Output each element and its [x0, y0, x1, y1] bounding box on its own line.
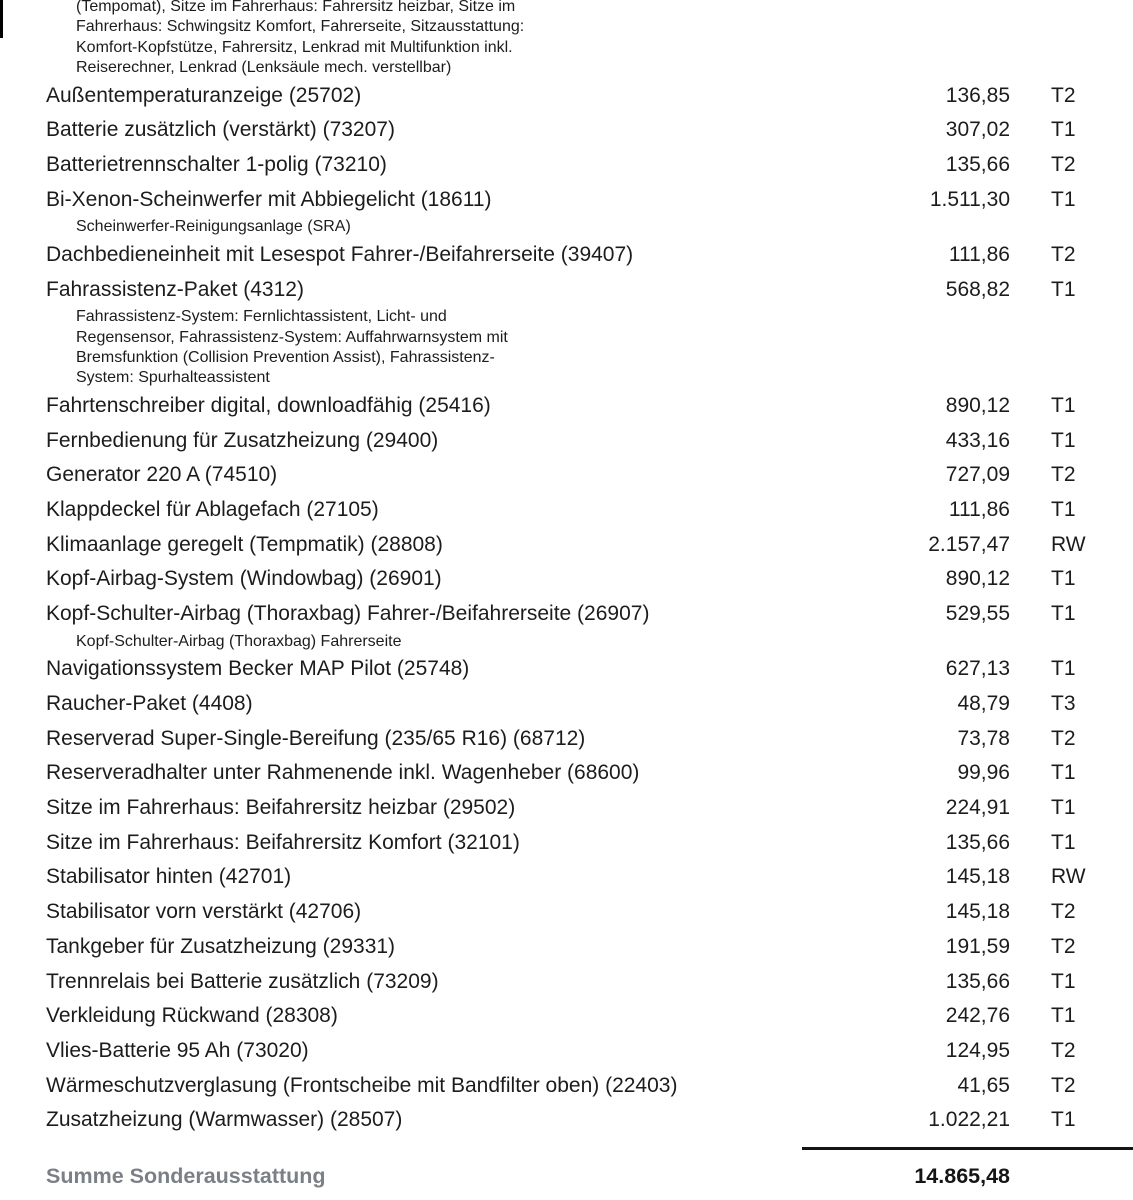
option-row: [0, 999, 1133, 1034]
previous-item-description: [0, 0, 1133, 79]
option-price: 890,12: [945, 393, 1010, 417]
option-code: T2: [1051, 726, 1076, 750]
option-row: [0, 1034, 1133, 1069]
option-name: Bi-Xenon-Scheinwerfer mit Abbiegelicht (18611): [46, 187, 492, 211]
option-row: [0, 183, 1133, 218]
option-code: T2: [1051, 463, 1076, 487]
options-list: [0, 79, 1133, 1138]
option-name: Sitze im Fahrerhaus: Beifahrersitz heizbar (29502): [46, 796, 516, 820]
option-price: 1.511,30: [929, 187, 1010, 211]
option-code: T1: [1051, 830, 1076, 854]
option-price: 41,65: [957, 1073, 1010, 1097]
option-code: T1: [1051, 761, 1076, 785]
option-code: T1: [1051, 657, 1076, 681]
option-code: T1: [1051, 187, 1076, 211]
option-row: [0, 1103, 1133, 1138]
option-detail-line: Scheinwerfer-Reinigungsanlage (SRA): [76, 218, 351, 236]
option-name: Außentemperaturanzeige (25702): [46, 83, 362, 107]
option-price: 224,91: [945, 796, 1010, 820]
option-price: 307,02: [945, 118, 1010, 142]
option-row: [0, 826, 1133, 861]
option-code: T1: [1051, 796, 1076, 820]
option-code: T1: [1051, 969, 1076, 993]
option-row: [0, 1069, 1133, 1104]
option-price: 627,13: [945, 657, 1010, 681]
option-name: Vlies-Batterie 95 Ah (73020): [46, 1038, 309, 1062]
option-code: T1: [1051, 567, 1076, 591]
option-name: Reserverad Super-Single-Bereifung (235/65 R16) (68712): [46, 726, 586, 750]
option-code: T2: [1051, 242, 1076, 266]
option-price: 727,09: [945, 463, 1010, 487]
option-row: [0, 791, 1133, 826]
option-row: [0, 389, 1133, 424]
option-price: 73,78: [957, 726, 1010, 750]
option-code: T2: [1051, 934, 1076, 958]
option-row: [0, 493, 1133, 528]
option-price: 568,82: [945, 277, 1010, 301]
option-row: [0, 458, 1133, 493]
option-code: T2: [1051, 1038, 1076, 1062]
option-row: [0, 895, 1133, 930]
option-name: Sitze im Fahrerhaus: Beifahrersitz Komfort (32101): [46, 830, 520, 854]
summary-code-spacer: [1010, 1160, 1133, 1192]
option-code: T1: [1051, 1004, 1076, 1028]
option-name: Stabilisator hinten (42701): [46, 865, 292, 889]
option-price: 242,76: [945, 1004, 1010, 1028]
option-code: T1: [1051, 1108, 1076, 1132]
option-price: 124,95: [945, 1038, 1010, 1062]
option-code: T1: [1051, 277, 1076, 301]
option-code: T1: [1051, 497, 1076, 521]
option-price: 135,66: [945, 830, 1010, 854]
option-price: 145,18: [945, 865, 1010, 889]
description-line: Fahrerhaus: Schwingsitz Komfort, Fahrerseite, Sitzausstattung:: [76, 18, 525, 36]
option-row: [0, 148, 1133, 183]
option-price: 111,86: [948, 242, 1010, 266]
summary-row: [0, 1160, 1133, 1192]
option-detail-line: Regensensor, Fahrassistenz-System: Auffahrwarnsystem mit: [76, 328, 508, 346]
option-name: Raucher-Paket (4408): [46, 691, 253, 715]
option-code: T2: [1051, 83, 1076, 107]
option-price: 890,12: [945, 567, 1010, 591]
option-code: RW: [1051, 865, 1086, 889]
total-rule: [802, 1147, 1133, 1150]
option-name: Navigationssystem Becker MAP Pilot (25748): [46, 657, 470, 681]
option-row: [0, 860, 1133, 895]
option-code: T1: [1051, 602, 1076, 626]
option-name: Trennrelais bei Batterie zusätzlich (73209): [46, 969, 439, 993]
option-price: 135,66: [945, 153, 1010, 177]
option-name: Kopf-Schulter-Airbag (Thoraxbag) Fahrer-/Beifahrerseite (26907): [46, 602, 650, 626]
option-price: 433,16: [945, 428, 1010, 452]
description-line: Reiserechner, Lenkrad (Lenksäule mech. verstellbar): [76, 59, 452, 77]
option-row: [0, 562, 1133, 597]
option-name: Generator 220 A (74510): [46, 463, 278, 487]
option-name: Dachbedieneinheit mit Lesespot Fahrer-/Beifahrerseite (39407): [46, 242, 634, 266]
option-price: 2.157,47: [928, 532, 1010, 556]
option-price: 1.022,21: [928, 1108, 1010, 1132]
option-code: T2: [1051, 1073, 1076, 1097]
option-row: [0, 687, 1133, 722]
option-name: Kopf-Airbag-System (Windowbag) (26901): [46, 567, 442, 591]
option-name: Wärmeschutzverglasung (Frontscheibe mit Bandfilter oben) (22403): [46, 1073, 678, 1097]
option-code: T2: [1051, 900, 1076, 924]
option-price: 135,66: [945, 969, 1010, 993]
option-detail-line: System: Spurhalteassistent: [76, 369, 270, 387]
option-name: Klappdeckel für Ablagefach (27105): [46, 497, 379, 521]
summary-label: Summe Sonderausstattung: [46, 1164, 326, 1189]
option-detail-line: Kopf-Schulter-Airbag (Thoraxbag) Fahrerseite: [76, 632, 402, 650]
option-name: Batterietrennschalter 1-polig (73210): [46, 153, 387, 177]
option-price: 191,59: [945, 934, 1010, 958]
description-line: (Tempomat), Sitze im Fahrerhaus: Fahrersitz heizbar, Sitze im: [76, 0, 516, 15]
option-price: 99,96: [957, 761, 1010, 785]
option-code: T1: [1051, 118, 1076, 142]
option-name: Zusatzheizung (Warmwasser) (28507): [46, 1108, 403, 1132]
option-code: T1: [1051, 428, 1076, 452]
option-row: [0, 965, 1133, 1000]
option-detail-line: Fahrassistenz-System: Fernlichtassistent, Licht- und: [76, 308, 447, 326]
option-row: [0, 238, 1133, 273]
option-code: T2: [1051, 153, 1076, 177]
option-price: 529,55: [945, 602, 1010, 626]
option-row: [0, 756, 1133, 791]
option-row: [0, 722, 1133, 757]
option-name: Tankgeber für Zusatzheizung (29331): [46, 934, 396, 958]
option-row: [0, 273, 1133, 308]
option-name: Verkleidung Rückwand (28308): [46, 1004, 338, 1028]
option-row: [0, 79, 1133, 114]
option-name: Fernbedienung für Zusatzheizung (29400): [46, 428, 439, 452]
option-row: [0, 652, 1133, 687]
option-row: [0, 424, 1133, 459]
option-detail-line: Bremsfunktion (Collision Prevention Assist), Fahrassistenz-: [76, 349, 495, 367]
option-code: T1: [1051, 393, 1076, 417]
description-line: Komfort-Kopfstütze, Fahrersitz, Lenkrad mit Multifunktion inkl.: [76, 38, 513, 56]
option-price: 136,85: [945, 83, 1010, 107]
option-price: 145,18: [945, 900, 1010, 924]
option-name: Stabilisator vorn verstärkt (42706): [46, 900, 362, 924]
option-row: [0, 528, 1133, 563]
option-row: [0, 113, 1133, 148]
option-name: Batterie zusätzlich (verstärkt) (73207): [46, 118, 395, 142]
option-name: Fahrassistenz-Paket (4312): [46, 277, 304, 301]
option-code: RW: [1051, 532, 1086, 556]
option-row: [0, 597, 1133, 632]
option-code: T3: [1051, 691, 1076, 715]
option-row: [0, 930, 1133, 965]
option-name: Klimaanlage geregelt (Tempmatik) (28808): [46, 532, 443, 556]
option-price: 48,79: [957, 691, 1010, 715]
option-name: Fahrtenschreiber digital, downloadfähig (25416): [46, 393, 491, 417]
option-price: 111,86: [948, 497, 1010, 521]
summary-total: 14.865,48: [914, 1164, 1010, 1189]
option-name: Reserveradhalter unter Rahmenende inkl. Wagenheber (68600): [46, 761, 640, 785]
